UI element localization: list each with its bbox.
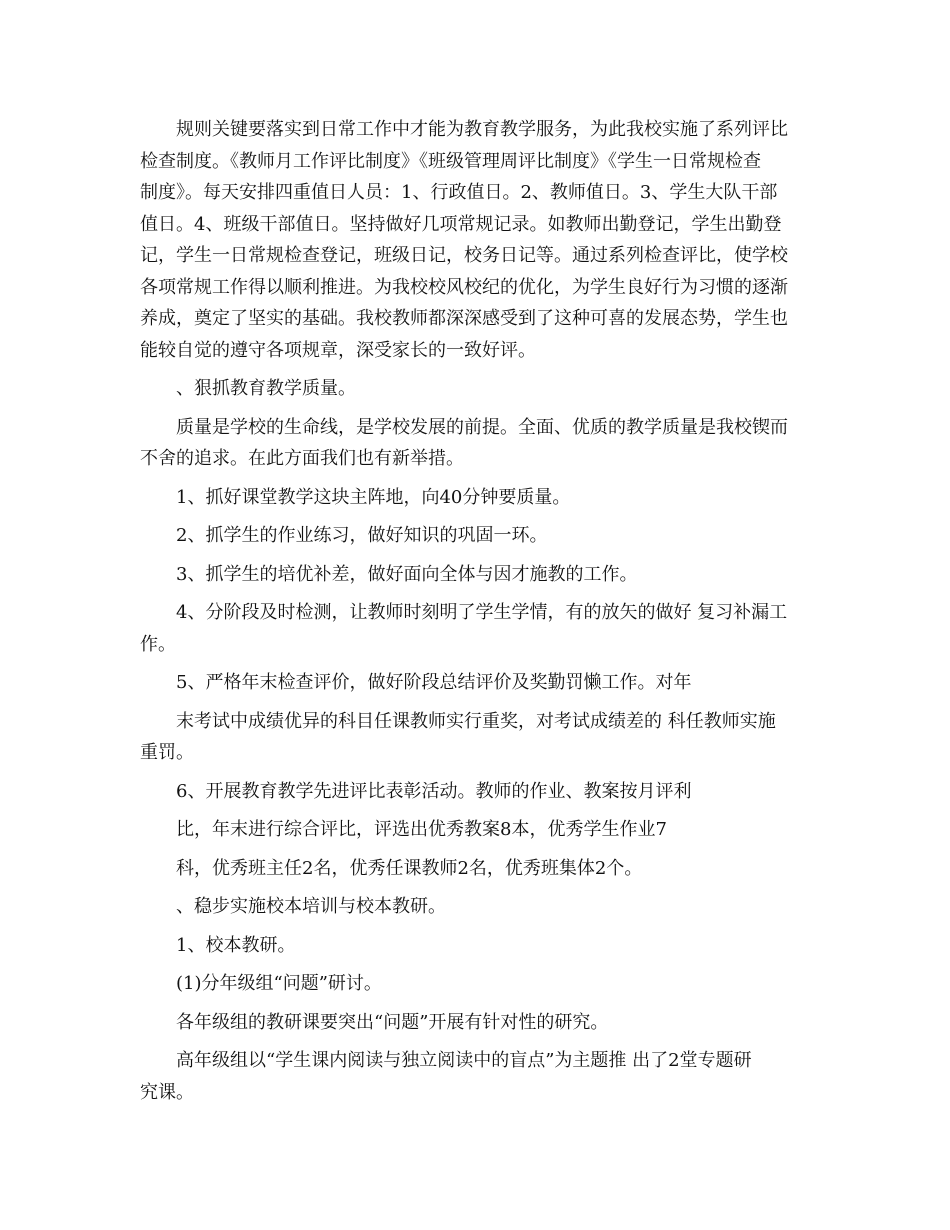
text-line: 、狠抓教育教学质量。: [176, 378, 356, 399]
text-line: 各项常规工作得以顺利推进。为我校校风校纪的优化，为学生良好行为习惯的逐渐: [140, 276, 788, 298]
text-line: 记，学生一日常规检查登记，班级日记，校务日记等。通过系列检查评比，使学校: [140, 245, 788, 266]
text-line: 不舍的追求。在此方面我们也有新举措。: [140, 448, 464, 469]
document-body: [140, 114, 815, 1108]
paragraph-year-end-selection: [140, 814, 815, 846]
text-line: 作。: [140, 633, 176, 655]
paragraph-grade-research-lessons: [140, 1007, 815, 1039]
text-line: 、稳步实施校本培训与校本教研。: [176, 896, 446, 917]
text-line: 6、开展教育教学先进评比表彰活动。教师的作业、教案按月评利: [176, 780, 692, 802]
text-line: 检查制度。《教师月工作评比制度》《班级管理周评比制度》《学生一日常规检查: [140, 150, 761, 172]
text-line: 重罚。: [140, 742, 194, 763]
text-line: (1)分年级组“问题”研讨。: [176, 973, 382, 994]
list-item-4: [140, 597, 815, 660]
text-line: 质量是学校的生命线，是学校发展的前提。全面、优质的教学质量是我校锲而: [176, 416, 788, 438]
list-item-1: [140, 482, 815, 514]
text-line: 末考试中成绩优异的科目任课教师实行重奖，对考试成绩差的 科任教师实施: [176, 710, 776, 732]
paragraph-senior-grade-topic: [140, 1045, 815, 1108]
text-line: 1、抓好课堂教学这块主阵地，向40分钟要质量。: [176, 486, 571, 508]
paragraph-excellent-awards: [140, 853, 815, 885]
text-line: 高年级组以“学生课内阅读与独立阅读中的盲点”为主题推 出了2堂专题研: [176, 1050, 752, 1071]
text-line: 3、抓学生的培优补差，做好面向全体与因才施教的工作。: [176, 563, 638, 585]
text-line: 能较自觉的遵守各项规章，深受家长的一致好评。: [140, 339, 536, 361]
paragraph-reward-punish: [140, 706, 815, 769]
text-line: 究课。: [140, 1081, 194, 1103]
paragraph-quality-lifeline: [140, 412, 815, 475]
paragraph-rules-inspection: [140, 114, 815, 366]
text-line: 各年级组的教研课要突出“问题”开展有针对性的研究。: [176, 1011, 609, 1033]
list-item-5: [140, 667, 815, 699]
subheading-grade-problem-discussion: [140, 968, 815, 1000]
text-line: 2、抓学生的作业练习，做好知识的巩固一环。: [176, 525, 548, 546]
text-line: 制度》。每天安排四重值日人员：1、行政值日。2、教师值日。3、学生大队干部: [140, 182, 778, 203]
text-line: 5、严格年末检查评价，做好阶段总结评价及奖勤罚懒工作。对年: [176, 672, 692, 693]
text-line: 比，年末进行综合评比，评选出优秀教案8本，优秀学生作业7: [176, 819, 667, 840]
subheading-school-research: [140, 930, 815, 962]
text-line: 4、分阶段及时检测，让教师时刻明了学生学情，有的放矢的做好 复习补漏工: [176, 602, 788, 623]
list-item-3: [140, 559, 815, 591]
section-heading-teaching-quality: [140, 373, 815, 405]
text-line: 1、校本教研。: [176, 934, 296, 956]
text-line: 规则关键要落实到日常工作中才能为教育教学服务，为此我校实施了系列评比: [176, 119, 788, 140]
text-line: 科，优秀班主任2名，优秀任课教师2名，优秀班集体2个。: [176, 857, 643, 879]
text-line: 值日。4、班级干部值日。坚持做好几项常规记录。如教师出勤登记，学生出勤登: [140, 213, 782, 235]
section-heading-school-training: [140, 891, 815, 923]
list-item-2: [140, 520, 815, 552]
list-item-6: [140, 776, 815, 808]
text-line: 养成，奠定了坚实的基础。我校教师都深深感受到了这种可喜的发展态势，学生也: [140, 308, 788, 329]
